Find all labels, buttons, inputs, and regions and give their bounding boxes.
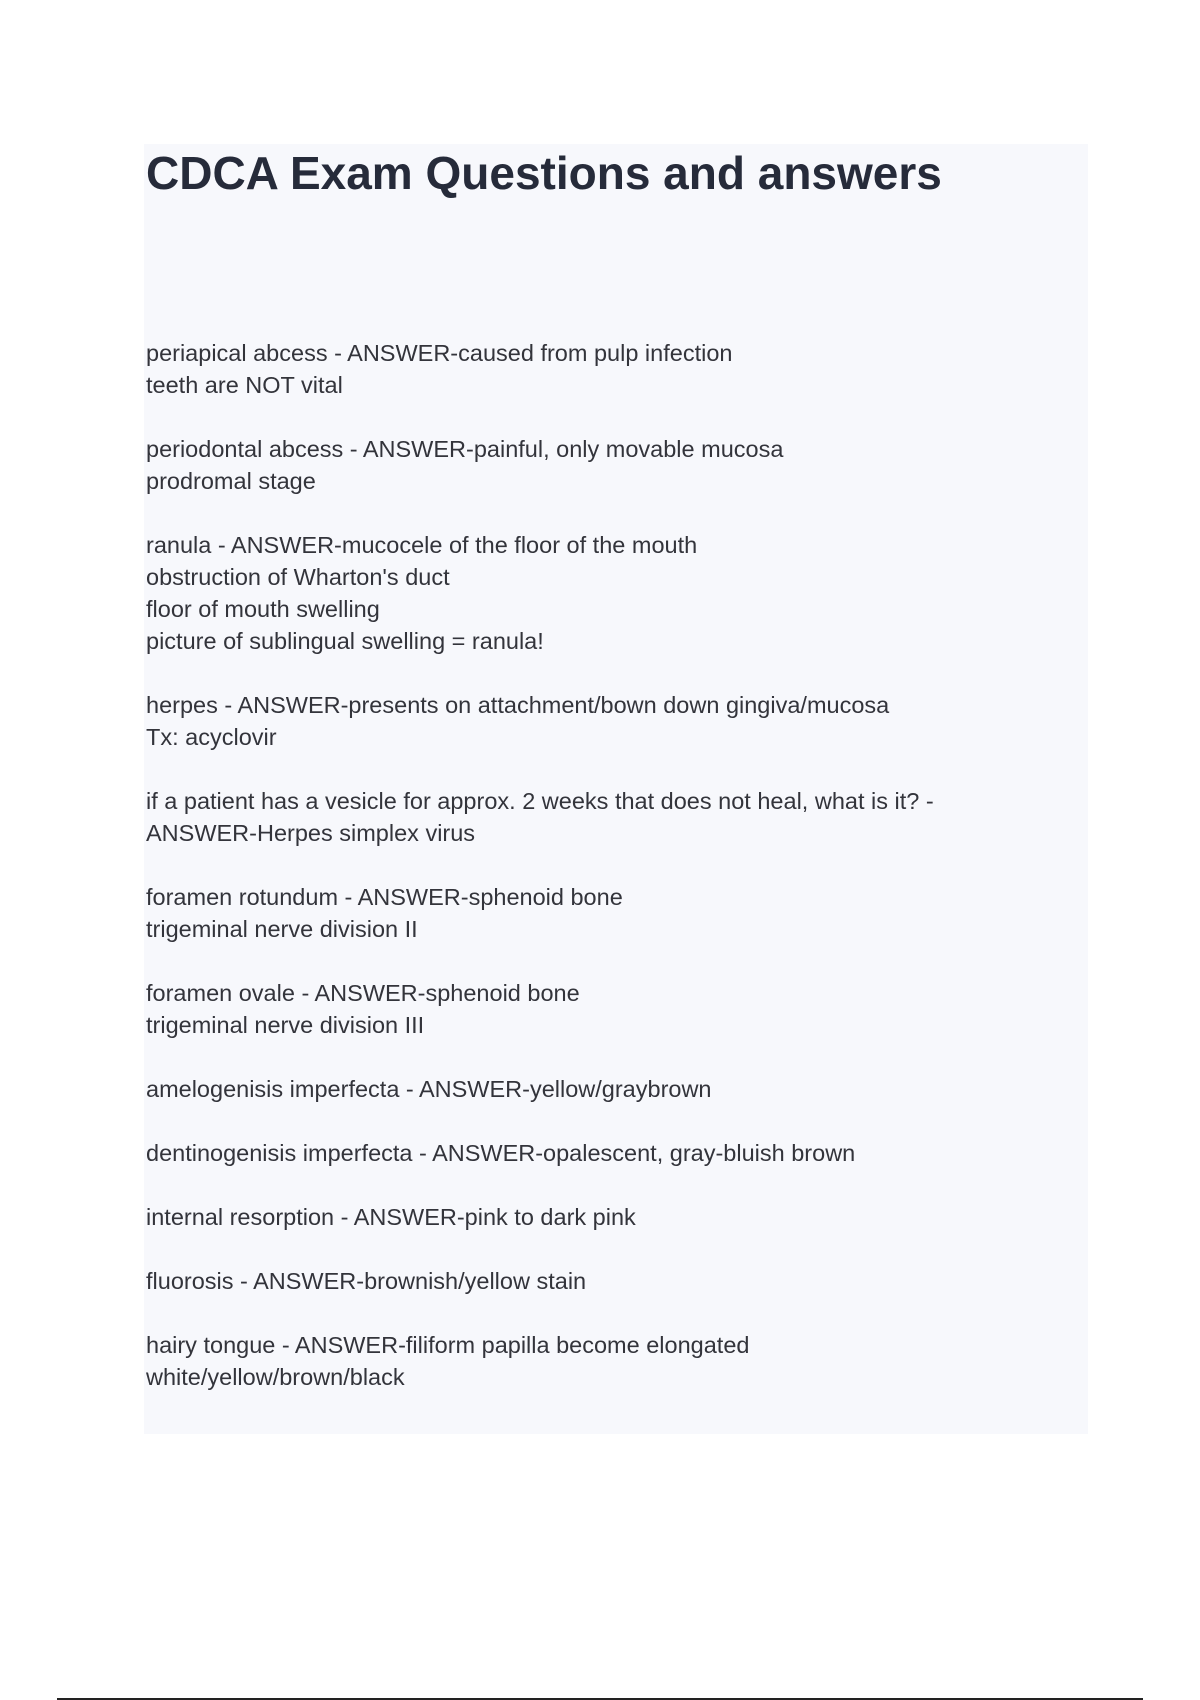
qa-line: if a patient has a vesicle for approx. 2 weeks that does not heal, what is it? - bbox=[146, 788, 934, 814]
qa-line: herpes - ANSWER-presents on attachment/bown down gingiva/mucosa bbox=[146, 692, 890, 718]
qa-line: periodontal abcess - ANSWER-painful, only movable mucosa bbox=[146, 436, 784, 462]
qa-line: dentinogenisis imperfecta - ANSWER-opalescent, gray-bluish brown bbox=[146, 1140, 856, 1166]
qa-item bbox=[146, 1137, 1046, 1169]
qa-item bbox=[146, 529, 1046, 657]
qa-line: trigeminal nerve division III bbox=[146, 1012, 425, 1038]
page-title: CDCA Exam Questions and answers bbox=[146, 147, 942, 199]
qa-item bbox=[146, 689, 1046, 753]
qa-line: ANSWER-Herpes simplex virus bbox=[146, 820, 476, 846]
qa-line: trigeminal nerve division II bbox=[146, 916, 418, 942]
qa-item bbox=[146, 337, 1046, 401]
qa-item bbox=[146, 1329, 1046, 1393]
qa-item bbox=[146, 1073, 1046, 1105]
qa-line: Tx: acyclovir bbox=[146, 724, 277, 750]
qa-line: obstruction of Wharton's duct bbox=[146, 564, 450, 590]
qa-line: floor of mouth swelling bbox=[146, 596, 380, 622]
qa-list bbox=[146, 337, 1046, 1425]
qa-line: internal resorption - ANSWER-pink to dark pink bbox=[146, 1204, 636, 1230]
qa-line: amelogenisis imperfecta - ANSWER-yellow/graybrown bbox=[146, 1076, 712, 1102]
qa-item bbox=[146, 881, 1046, 945]
qa-line: picture of sublingual swelling = ranula! bbox=[146, 628, 544, 654]
qa-line: foramen ovale - ANSWER-sphenoid bone bbox=[146, 980, 580, 1006]
qa-item bbox=[146, 977, 1046, 1041]
qa-line: ranula - ANSWER-mucocele of the floor of the mouth bbox=[146, 532, 698, 558]
qa-line: foramen rotundum - ANSWER-sphenoid bone bbox=[146, 884, 623, 910]
qa-line: fluorosis - ANSWER-brownish/yellow stain bbox=[146, 1268, 587, 1294]
qa-item bbox=[146, 1265, 1046, 1297]
qa-line: hairy tongue - ANSWER-filiform papilla become elongated bbox=[146, 1332, 750, 1358]
qa-line: white/yellow/brown/black bbox=[146, 1364, 405, 1390]
qa-line: teeth are NOT vital bbox=[146, 372, 343, 398]
qa-item bbox=[146, 785, 1046, 849]
qa-item bbox=[146, 1201, 1046, 1233]
qa-item bbox=[146, 433, 1046, 497]
qa-line: prodromal stage bbox=[146, 468, 316, 494]
qa-line: periapical abcess - ANSWER-caused from pulp infection bbox=[146, 340, 733, 366]
